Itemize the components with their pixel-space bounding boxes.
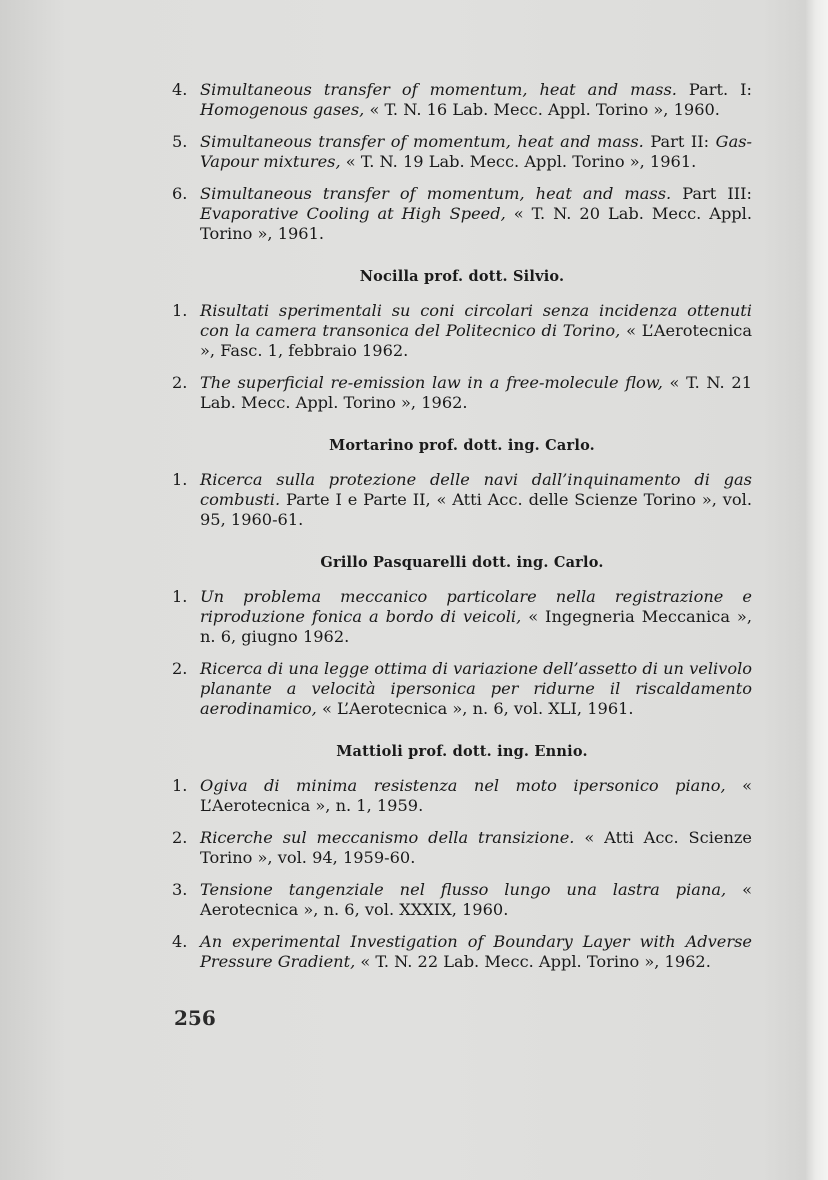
page-edge (806, 0, 828, 1180)
entry-source: « T. N. 16 Lab. Mecc. Appl. Torino », 1960. (364, 100, 720, 119)
entry-number: 1. (172, 301, 188, 320)
entry-text (200, 80, 752, 120)
author-heading: Mattioli prof. dott. ing. Ennio. (336, 743, 588, 760)
entry-source: Parte I e Parte II, « Atti Acc. delle Scienze Torino », vol. 95, 1960-61. (200, 490, 752, 529)
bibliography-entry (172, 880, 752, 920)
entry-text (200, 880, 752, 920)
entry-text (200, 932, 752, 972)
entry-title: Un problema meccanico particolare nella registrazione e riproduzione fonica a bordo di veicoli, (200, 587, 752, 626)
entry-source: « Aerotecnica », n. 6, vol. XXXIX, 1960. (200, 880, 752, 919)
entry-title: Risultati sperimentali su coni circolari senza incidenza ottenuti con la camera transonica del Politecnico di Torino, (200, 301, 752, 340)
entry-subtitle: Evaporative Cooling at High Speed, (200, 204, 506, 223)
entry-number: 4. (172, 80, 188, 99)
entry-title: Simultaneous transfer of momentum, heat and mass. (200, 80, 677, 99)
entry-text (200, 776, 752, 816)
entry-part: Part. I: (676, 80, 753, 99)
entry-number: 1. (172, 587, 188, 606)
entry-text (200, 470, 752, 530)
entry-title: An experimental Investigation of Boundary Layer with Adverse Pressure Gradient, (200, 932, 752, 971)
entry-title: Ricerca sulla protezione delle navi dall’inquinamento di gas combusti. (200, 470, 752, 509)
entry-subtitle: Gas-Vapour mixtures, (200, 132, 752, 171)
bibliography-content (172, 80, 752, 984)
bibliography-entry (172, 132, 752, 172)
entry-title: Ricerca di una legge ottima di variazione dell’assetto di un velivolo planante a velocità ipersonica per ridurne il riscaldamento aerodinamico, (200, 659, 752, 718)
entry-title: Ricerche sul meccanismo della transizione. (200, 828, 575, 847)
entry-source: « T. N. 19 Lab. Mecc. Appl. Torino », 1961. (340, 152, 697, 171)
entry-text (200, 132, 752, 172)
entry-number: 3. (172, 880, 188, 899)
entry-number: 6. (172, 184, 188, 203)
entry-text (200, 373, 752, 413)
entry-part: Part III: (671, 184, 752, 203)
entry-title: Simultaneous transfer of momentum, heat and mass. (200, 132, 644, 151)
entry-source: « T. N. 21 Lab. Mecc. Appl. Torino », 1962. (200, 373, 752, 412)
entry-part: Part II: (643, 132, 716, 151)
entry-text (200, 184, 752, 244)
entry-text (200, 659, 752, 719)
page-number: 256 (174, 1006, 216, 1030)
bibliography-entry (172, 80, 752, 120)
entry-source: « Ingegneria Meccanica », n. 6, giugno 1962. (200, 607, 752, 646)
entry-number: 2. (172, 659, 188, 678)
entry-title: Simultaneous transfer of momentum, heat and mass. (200, 184, 672, 203)
entry-title: Tensione tangenziale nel flusso lungo una lastra piana, (200, 880, 727, 899)
entry-title: The superficial re-emission law in a free-molecule flow, (200, 373, 663, 392)
entry-text (200, 301, 752, 361)
entry-text (200, 828, 752, 868)
entry-subtitle: Homogenous gases, (200, 100, 365, 119)
entry-source: « L’Aerotecnica », n. 1, 1959. (200, 776, 753, 815)
entry-number: 5. (172, 132, 188, 151)
entry-number: 2. (172, 828, 188, 847)
entry-number: 1. (172, 776, 188, 795)
entry-source: « L’Aerotecnica », Fasc. 1, febbraio 1962. (200, 321, 753, 360)
bibliography-entry (172, 587, 752, 647)
bibliography-entry (172, 932, 752, 972)
entry-number: 1. (172, 470, 188, 489)
entry-source: « T. N. 22 Lab. Mecc. Appl. Torino », 1962. (355, 952, 711, 971)
entry-source: « L’Aerotecnica », n. 6, vol. XLI, 1961. (316, 699, 634, 718)
bibliography-entry (172, 301, 752, 361)
entry-number: 2. (172, 373, 188, 392)
bibliography-entry (172, 776, 752, 816)
bibliography-entry (172, 373, 752, 413)
author-heading: Mortarino prof. dott. ing. Carlo. (329, 437, 595, 454)
bibliography-entry (172, 828, 752, 868)
author-heading: Nocilla prof. dott. Silvio. (359, 268, 565, 285)
entry-source: « T. N. 20 Lab. Mecc. Appl. Torino », 1961. (200, 204, 752, 243)
entry-text (200, 587, 752, 647)
author-heading: Grillo Pasquarelli dott. ing. Carlo. (320, 554, 604, 571)
entry-number: 4. (172, 932, 188, 951)
bibliography-entry (172, 659, 752, 719)
bibliography-entry (172, 184, 752, 244)
entry-title: Ogiva di minima resistenza nel moto ipersonico piano, (200, 776, 726, 795)
bibliography-entry (172, 470, 752, 530)
entry-source: « Atti Acc. Scienze Torino », vol. 94, 1959-60. (200, 828, 752, 867)
